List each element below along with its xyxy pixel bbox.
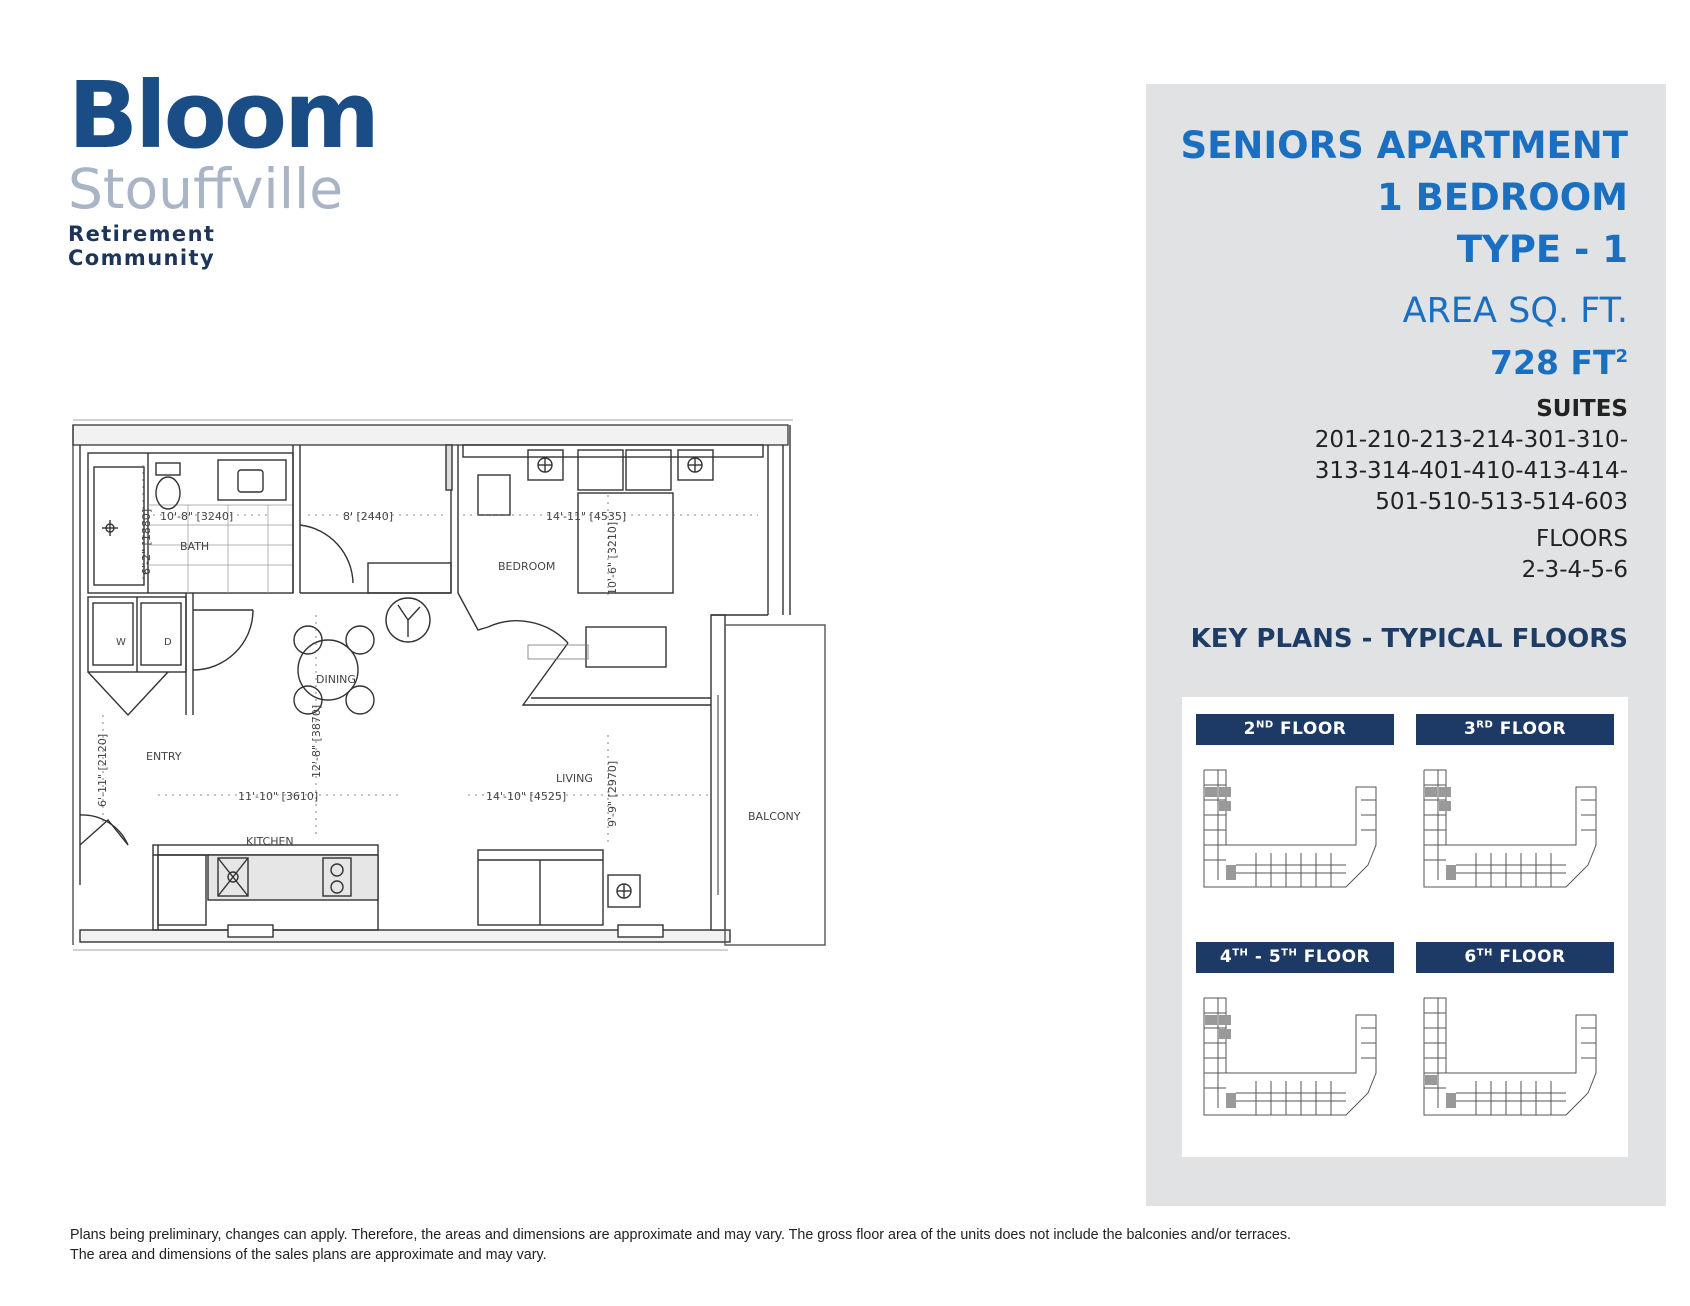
- key-plan-2nd-floor: [1196, 714, 1394, 895]
- suites-line: 501-510-513-514-603: [1375, 489, 1628, 515]
- logo-wordmark: [68, 62, 377, 169]
- unit-title-line3: TYPE - 1: [1456, 228, 1628, 271]
- dim-dining-height: 12'-8" [3870]: [310, 704, 323, 778]
- room-label-washer: W: [116, 637, 126, 648]
- key-plan-diagram: [1196, 993, 1394, 1123]
- room-label-living: LIVING: [556, 772, 593, 785]
- dim-bath-height: 6'-2" [1880]: [140, 508, 153, 575]
- unit-info-panel: [1146, 84, 1666, 1206]
- suites-line: 201-210-213-214-301-310-: [1314, 427, 1628, 453]
- dim-bedroom-width: 14'-11" [4535]: [546, 510, 627, 523]
- area-value: 728 FT: [1490, 343, 1616, 382]
- key-plan-diagram: [1416, 993, 1614, 1123]
- floors-label: FLOORS: [1535, 526, 1628, 552]
- area-label: AREA SQ. FT.: [1402, 291, 1628, 331]
- brand-logo: [68, 62, 377, 270]
- disclaimer-line: The area and dimensions of the sales plans are approximate and may vary.: [70, 1247, 547, 1263]
- logo-town: Stouffville: [68, 157, 344, 221]
- dim-entry-height: 6'-11" [2120]: [96, 733, 109, 807]
- room-label-bedroom: BEDROOM: [498, 560, 556, 573]
- suites-block: [1315, 394, 1628, 586]
- key-plans-title: KEY PLANS - TYPICAL FLOORS: [1190, 624, 1628, 654]
- room-label-bath: BATH: [180, 540, 210, 553]
- key-plan-label: 3RD FLOOR: [1416, 714, 1614, 745]
- key-plan-label: 4TH - 5TH FLOOR: [1196, 942, 1394, 973]
- disclaimer: [70, 1225, 1291, 1265]
- key-plan-label: 6TH FLOOR: [1416, 942, 1614, 973]
- key-plan-label: 2ND FLOOR: [1196, 714, 1394, 745]
- logo-tagline: Retirement Community: [68, 222, 216, 270]
- dim-hall-width: 8' [2440]: [343, 510, 394, 523]
- room-label-dining: DINING: [316, 673, 356, 686]
- area-value-row: [1403, 334, 1628, 386]
- area-superscript: 2: [1615, 346, 1628, 367]
- key-plan-diagram: [1416, 765, 1614, 895]
- dim-kitchen-width: 11'-10" [3610]: [238, 790, 319, 803]
- logo-bloom-text: Bloom: [68, 62, 377, 169]
- dim-bedroom-height: 10'-6" [3210]: [606, 521, 619, 595]
- key-plan-diagram: [1196, 765, 1394, 895]
- floors-value: 2-3-4-5-6: [1521, 557, 1628, 583]
- floor-plan: [68, 415, 838, 955]
- room-label-dryer: D: [164, 637, 172, 648]
- key-plan-6th-floor: [1416, 942, 1614, 1123]
- dim-living-width: 14'-10" [4525]: [486, 790, 567, 803]
- room-label-kitchen: KITCHEN: [246, 835, 294, 848]
- key-plan-4th-5th-floor: [1196, 942, 1394, 1123]
- room-label-balcony: BALCONY: [748, 810, 801, 823]
- suites-line: 313-314-401-410-413-414-: [1314, 458, 1628, 484]
- room-label-entry: ENTRY: [146, 750, 182, 763]
- suites-label: SUITES: [1536, 396, 1628, 422]
- unit-title-line2: 1 BEDROOM: [1376, 176, 1628, 219]
- unit-title: [1181, 120, 1629, 276]
- dim-living-height: 9'-9" [2970]: [606, 760, 619, 827]
- unit-area: [1403, 288, 1628, 386]
- dim-bath-width: 10'-8" [3240]: [160, 510, 234, 523]
- unit-title-line1: SENIORS APARTMENT: [1180, 124, 1628, 167]
- disclaimer-line: Plans being preliminary, changes can apply. Therefore, the areas and dimensions are approximate and may vary. The gross floor area of the units does not include the balconies and/or terraces.: [70, 1227, 1291, 1243]
- key-plan-3rd-floor: [1416, 714, 1614, 895]
- key-plans-box: [1182, 697, 1628, 1157]
